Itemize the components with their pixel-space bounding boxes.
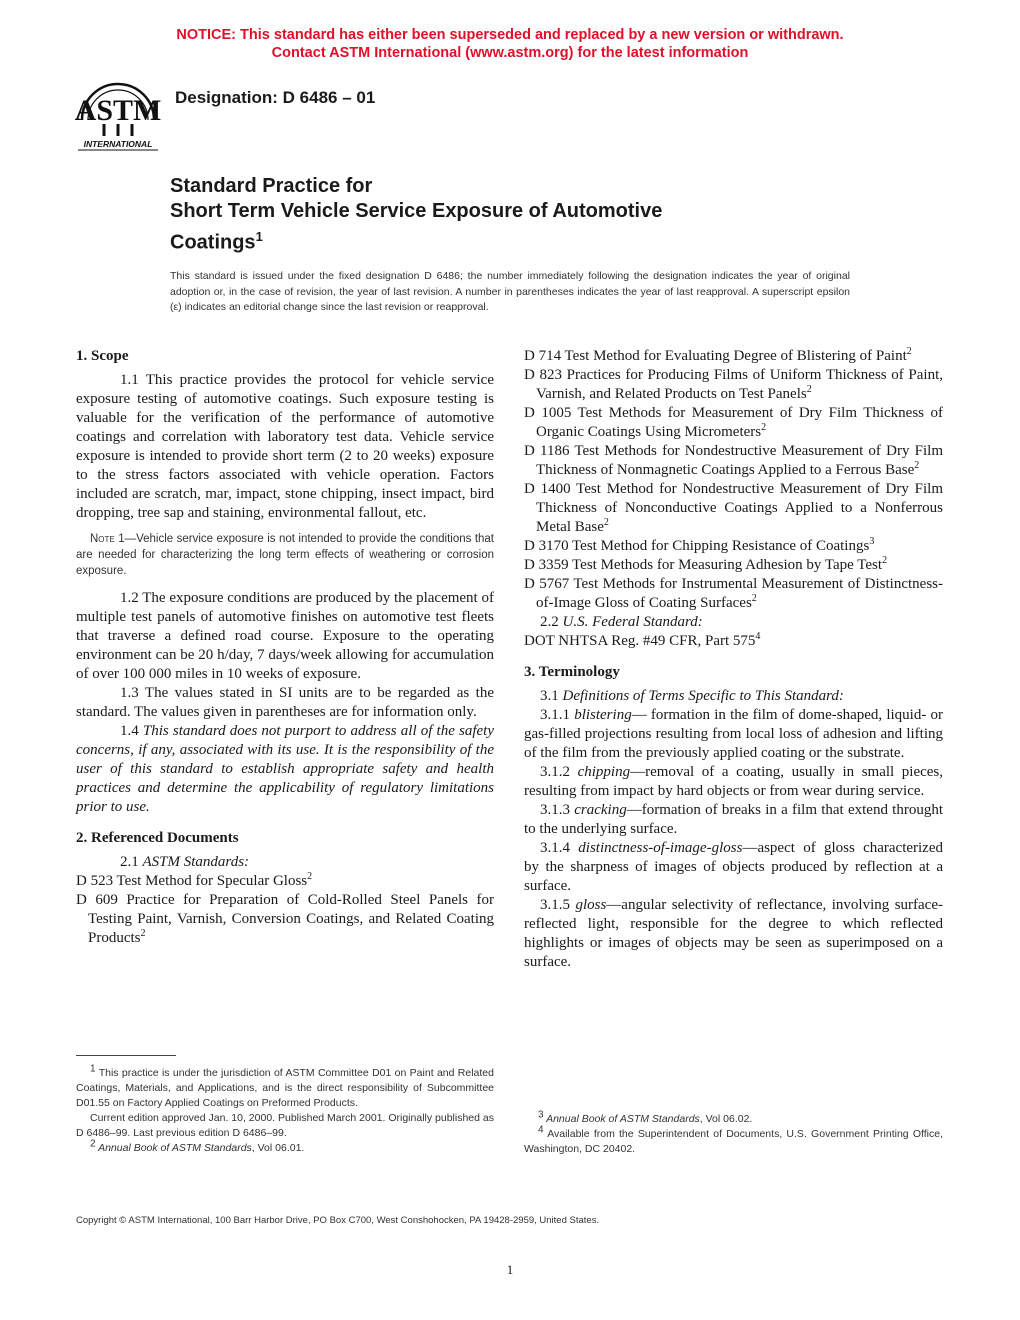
- right-column: [524, 347, 943, 972]
- footnote-number: 1: [90, 1063, 96, 1075]
- definition-number: 3.1.3: [540, 802, 575, 818]
- definition-term: cracking: [574, 802, 627, 818]
- footnote-ref: 2: [914, 460, 920, 471]
- subheading-federal-standard: U.S. Federal Standard:: [562, 614, 703, 630]
- footnote-number: 4: [538, 1124, 544, 1136]
- copyright-line: Copyright © ASTM International, 100 Barr Harbor Drive, PO Box C700, West Conshohocken, PA 19428-2959, United States.: [76, 1215, 600, 1226]
- definition: [524, 706, 943, 763]
- reference-item: [524, 366, 943, 404]
- paragraph-1-1: 1.1 This practice provides the protocol for vehicle service exposure testing of automotive coatings. Such exposure testing is valuable for the verification of the performance of automotive coatings and correlation with laboratory test data. Vehicle service exposure is intended to provide short term (2 to 20 weeks) exposure to the stress factors associated with vehicle operation. Factors included are scratch, mar, impact, stone chipping, insect impact, bird dropping, tree sap and staining, environmental fallout, etc.: [76, 372, 494, 521]
- footnote-ref: 2: [307, 871, 313, 882]
- paragraph-number: 2.1: [120, 854, 143, 870]
- footnote-ref: 2: [140, 928, 146, 939]
- logo-subtext: INTERNATIONAL: [83, 139, 153, 149]
- definition-text: —formation of breaks in a film that extend throught to the underlying surface.: [524, 802, 944, 837]
- title-line-3: Coatings: [170, 231, 256, 254]
- reference-item: [524, 442, 943, 480]
- notice-line-1: NOTICE: This standard has either been superseded and replaced by a new version or withdrawn.: [176, 27, 844, 43]
- definition-text: —aspect of gloss characterized by the sharpness of images of objects produced by reflection at a surface.: [524, 840, 944, 894]
- reference-text: D 714 Test Method for Evaluating Degree of Blistering of Paint: [524, 348, 907, 364]
- note-label: Note 1: [90, 533, 125, 545]
- definition-text: — formation in the film of dome-shaped, liquid- or gas-filled projections resulting from local loss of adhesion and lifting of the film from the previously applied coating or the substrate.: [524, 707, 943, 761]
- reference-text: D 523 Test Method for Specular Gloss: [76, 873, 308, 889]
- footnote-ref: 2: [882, 555, 888, 566]
- footnote-rule: [76, 1055, 176, 1056]
- left-column: [76, 347, 494, 948]
- definition-number: 3.1.2: [540, 764, 578, 780]
- logo-letters: ASTM: [74, 94, 162, 127]
- subheading-astm-standards: ASTM Standards:: [142, 854, 250, 870]
- definition-term: gloss: [575, 897, 607, 913]
- footnote-number: 3: [538, 1109, 544, 1121]
- reference-item: [76, 891, 494, 948]
- reference-item: [524, 404, 943, 442]
- footnotes-left: [76, 1063, 494, 1156]
- definition-term: distinctness-of-image-gloss: [578, 840, 743, 856]
- footnote-number: 2: [90, 1138, 96, 1150]
- document-title: [170, 174, 662, 256]
- footnote-text: , Vol 06.01.: [251, 1142, 305, 1154]
- reference-text: D 3359 Test Methods for Measuring Adhesion by Tape Test: [524, 557, 883, 573]
- section-heading-scope: 1. Scope: [76, 348, 129, 364]
- reference-item: [524, 537, 943, 556]
- definition: [524, 763, 943, 801]
- reference-item: [524, 575, 943, 613]
- footnote-2: [76, 1138, 494, 1156]
- reference-item: [524, 480, 943, 537]
- astm-logo: [74, 72, 162, 152]
- reference-text: D 1005 Test Methods for Measurement of Dry Film Thickness of Organic Coatings Using Micrometers: [524, 405, 943, 440]
- footnote-1-edition: Current edition approved Jan. 10, 2000. Published March 2001. Originally published as D 6486–99. Last previous edition D 6486–99.: [76, 1112, 494, 1139]
- footnote-ref: 2: [906, 346, 912, 357]
- reference-text: D 1400 Test Method for Nondestructive Measurement of Dry Film Thickness of Nonconductive Coatings Applied to a Nonferrous Metal Base: [524, 481, 943, 535]
- definition-number: 3.1.1: [540, 707, 575, 723]
- definition-text: —removal of a coating, usually in small pieces, resulting from impact by hard objects or from wear during service.: [524, 764, 944, 799]
- reference-text: DOT NHTSA Reg. #49 CFR, Part 575: [524, 633, 756, 649]
- reference-text: D 1186 Test Methods for Nondestructive Measurement of Dry Film Thickness of Nonmagnetic Coatings Applied to a Ferrous Base: [524, 443, 943, 478]
- reference-item: [524, 347, 943, 366]
- footnote-text: , Vol 06.02.: [699, 1113, 753, 1125]
- section-heading-referenced-documents: 2. Referenced Documents: [76, 830, 239, 846]
- paragraph-2-1: [120, 853, 494, 872]
- notice-line-2: Contact ASTM International (www.astm.org) for the latest information: [271, 45, 749, 61]
- definition-text: —angular selectivity of reflectance, involving surface-reflected light, responsible for the degree to which reflected highlights or images of objects may be seen as superimposed on a surface.: [524, 897, 943, 970]
- definition-number: 3.1.4: [540, 840, 579, 856]
- definition: [524, 896, 943, 972]
- definition-term: chipping: [577, 764, 631, 780]
- reference-text: D 823 Practices for Producing Films of Uniform Thickness of Paint, Varnish, and Related Products on Test Panels: [524, 367, 943, 402]
- safety-caveat: This standard does not purport to address all of the safety concerns, if any, associated with its use. It is the responsibility of the user of this standard to establish appropriate safety and health practices and determine the applicability of regulatory limitations prior to use.: [76, 723, 495, 815]
- reference-text: D 5767 Test Methods for Instrumental Measurement of Distinctness-of-Image Gloss of Coating Surfaces: [524, 576, 943, 611]
- footnote-book-title: Annual Book of ASTM Standards: [95, 1142, 252, 1154]
- paragraph-1-4: [76, 722, 494, 817]
- footnote-text: This practice is under the jurisdiction of ASTM Committee D01 on Paint and Related Coatings, Materials, and Applications, and is the direct responsibility of Subcommittee D01.55 on Factory Applied Coatings on Preformed Products.: [76, 1067, 494, 1109]
- definition-number: 3.1.5: [540, 897, 576, 913]
- page-number: 1: [506, 1262, 514, 1277]
- footnote-3: [524, 1109, 943, 1127]
- footnote-ref: 4: [755, 631, 761, 642]
- reference-text: D 609 Practice for Preparation of Cold-Rolled Steel Panels for Testing Paint, Varnish, Conversion Coatings, and Related Coating Products: [76, 892, 494, 946]
- withdrawal-notice: [0, 26, 1020, 62]
- footnote-ref: 2: [761, 422, 767, 433]
- paragraph-2-2: [540, 613, 943, 632]
- section-heading-terminology: 3. Terminology: [524, 664, 620, 680]
- footnote-text: Available from the Superintendent of Documents, U.S. Government Printing Office, Washington, DC 20402.: [524, 1128, 943, 1155]
- note-text: —Vehicle service exposure is not intended to provide the conditions that are needed for characterizing the long term effects of weathering or corrosion exposure.: [76, 533, 494, 577]
- paragraph-number: 3.1: [540, 688, 563, 704]
- title-line-2: Short Term Vehicle Service Exposure of Automotive: [170, 200, 663, 222]
- title-footnote-ref: 1: [255, 229, 263, 244]
- footnote-1: [76, 1063, 494, 1111]
- subheading-definitions: Definitions of Terms Specific to This Standard:: [562, 688, 844, 704]
- paragraph-number: 1.4: [120, 723, 143, 739]
- reference-item: [524, 632, 943, 651]
- paragraph-1-3: 1.3 The values stated in SI units are to be regarded as the standard. The values given in parentheses are for information only.: [76, 685, 494, 720]
- designation: Designation: D 6486 – 01: [175, 88, 376, 107]
- issuance-statement: This standard is issued under the fixed designation D 6486; the number immediately following the designation indicates the year of original adoption or, in the case of revision, the year of last revision. A number in parentheses indicates the year of last reapproval. A superscript epsilon (ε) indicates an editorial change since the last revision or reapproval.: [170, 270, 850, 313]
- footnote-ref: 2: [751, 593, 757, 604]
- paragraph-number: 2.2: [540, 614, 563, 630]
- reference-item: [524, 556, 943, 575]
- footnotes-right: [524, 1109, 943, 1157]
- paragraph-3-1: [540, 687, 943, 706]
- definition: [524, 839, 943, 896]
- footnote-4: [524, 1124, 943, 1157]
- footnote-ref: 2: [603, 517, 609, 528]
- reference-item: [76, 872, 494, 891]
- footnote-book-title: Annual Book of ASTM Standards: [543, 1113, 700, 1125]
- reference-text: D 3170 Test Method for Chipping Resistance of Coatings: [524, 538, 870, 554]
- title-line-1: Standard Practice for: [170, 175, 373, 197]
- definition-term: blistering: [574, 707, 632, 723]
- definition: [524, 801, 943, 839]
- footnote-ref: 2: [806, 384, 812, 395]
- paragraph-1-2: 1.2 The exposure conditions are produced by the placement of multiple test panels of automotive finishes on automotive test fleets that traverse a defined road course. Exposure to the operating environment can be 20 h/day, 7 days/week allowing for accumulation of over 100 000 miles in 10 weeks of exposure.: [76, 590, 494, 682]
- note-1: [76, 531, 494, 579]
- footnote-ref: 3: [869, 536, 875, 547]
